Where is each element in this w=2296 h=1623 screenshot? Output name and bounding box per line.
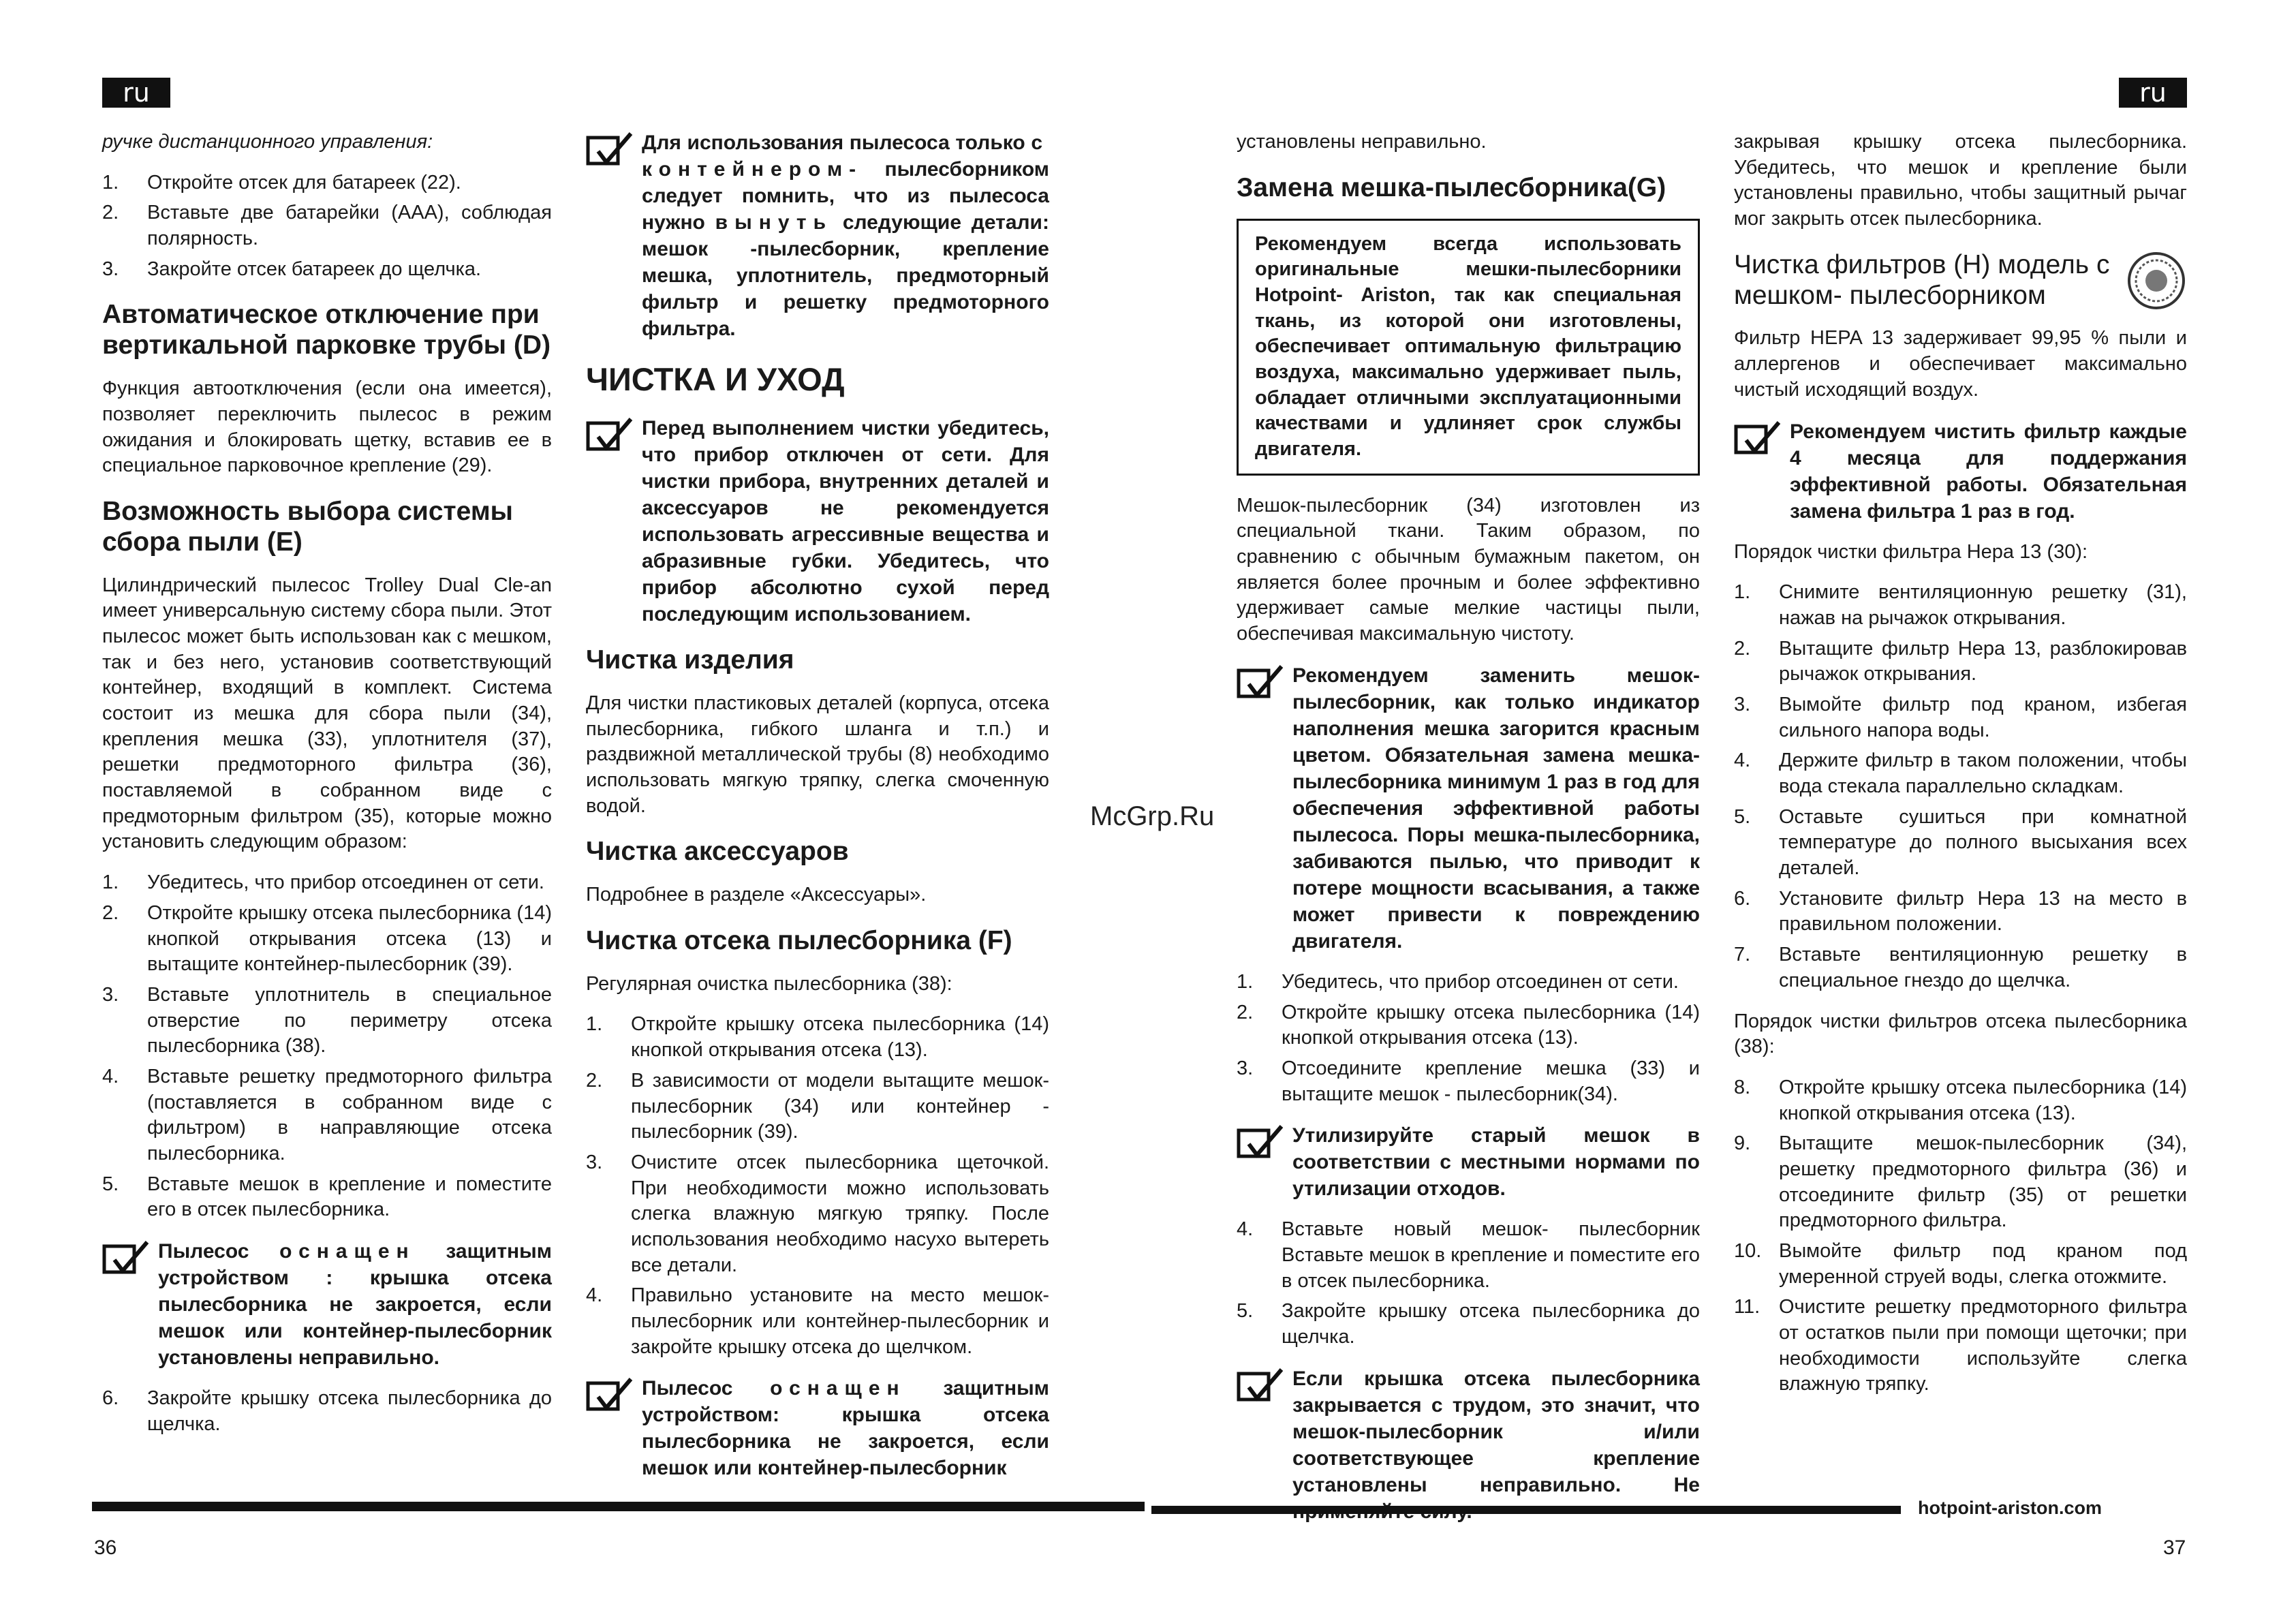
list-item: 5. Закройте крышку отсека пылесборника до щелчка. — [1237, 1300, 1700, 1348]
heading-filter-cleaning: Чистка фильтров (H) модель с мешком- пылесборником — [1734, 249, 2110, 310]
list-item: 4. Вставьте новый мешок- пылесборник Вставьте мешок в крепление и поместите его в отсек пылесборника. — [1237, 1218, 1700, 1292]
list-item: 9. Вытащите мешок-пылесборник (34), решетку предмоторного фильтра (36) и отсоедините фильтр (35) от решетки предмоторного фильтра. — [1734, 1132, 2187, 1232]
list-item: 2. В зависимости от модели вытащите мешок-пылесборник (34) или контейнер - пылесборник (39). — [586, 1069, 1049, 1143]
note-dispose: Утилизируйте старый мешок в соответствии с местными нормами по утилизации отходов. — [1237, 1122, 1700, 1202]
compartment-steps — [1734, 1075, 2187, 1397]
note-filter-interval: Рекомендуем чистить фильтр каждые 4 месяца для поддержания эффективной работы. Обязательная замена фильтра 1 раз в год. — [1734, 418, 2187, 525]
list-item: 1. Откройте отсек для батареек (22). — [102, 171, 461, 194]
list-item: 8. Откройте крышку отсека пылесборника (14) кнопкой открывания отсека (13). — [1734, 1076, 2187, 1124]
product-cleaning-text: Для чистки пластиковых деталей (корпуса, отсека пылесборника, гибкого шланга и т.п.) и раздвижной металлической трубы (8) необходимо использовать мягкую тряпку, слегка смоченную водой. — [586, 692, 1049, 817]
bag-description: Мешок-пылесборник (34) изготовлен из специальной ткани. Таким образом, по сравнению с обычным бумажным пакетом, он является более прочным и более эффективно удерживает самые мелкие частицы пыли, обеспечивая максимальную чистоту. — [1237, 494, 1700, 645]
heading-cleaning-care: ЧИСТКА И УХОД — [586, 361, 845, 397]
bag-steps-2 — [1237, 1217, 1700, 1350]
language-badge-left: ru — [102, 78, 170, 108]
checkbox-note-icon — [586, 416, 635, 456]
column-3 — [1237, 129, 1700, 1496]
heading-container-cleaning: Чистка отсека пылесборника (F) — [586, 925, 1012, 955]
heading-dust-system: Возможность выбора системы сбора пыли (E) — [102, 496, 513, 557]
column-4 — [1734, 129, 2187, 1412]
list-item: 1. Убедитесь, что прибор отсоединен от сети. — [1237, 970, 1679, 993]
list-item: 3. Очистите отсек пылесборника щеточкой. При необходимости можно использовать слегка влажную мягкую тряпку. После использования необходимо насухо вытереть все детали. — [586, 1151, 1049, 1276]
footer-rule-right — [1151, 1506, 1901, 1514]
list-item: 6. Установите фильтр Hepa 13 на место в правильном положении. — [1734, 887, 2187, 936]
heading-bag-replacement: Замена мешка-пылесборника(G) — [1237, 172, 1666, 202]
battery-steps — [102, 170, 552, 283]
continued-text: закрывая крышку отсека пылесборника. Убедитесь, что мешок и крепление были установлены правильно, чтобы защитный рычаг мог закрыть отсек пылесборника. — [1734, 131, 2187, 230]
list-item: 1. Откройте крышку отсека пылесборника (14) кнопкой открывания отсека (13). — [586, 1013, 1049, 1062]
list-item: 2. Откройте крышку отсека пылесборника (14) кнопкой открывания отсека (13) и вытащите контейнер-пылесборник (39). — [102, 901, 552, 976]
heading-auto-off: Автоматическое отключение при вертикальной парковке трубы (D) — [102, 300, 551, 360]
list-item: 1. Убедитесь, что прибор отсоединен от сети. — [102, 871, 544, 894]
compartment-order-heading: Порядок чистки фильтров отсека пылесборника (38): — [1734, 1010, 2187, 1058]
heading-accessories-cleaning: Чистка аксессуаров — [586, 837, 849, 867]
checkbox-note-icon — [1734, 420, 1783, 459]
container-steps — [586, 1012, 1049, 1360]
checkbox-note-icon — [1237, 664, 1286, 703]
list-item: 5. Оставьте сушиться при комнатной температуре до полного высыхания всех деталей. — [1734, 805, 2187, 880]
watermark: McGrp.Ru — [1090, 801, 1215, 831]
continued-text: установлены неправильно. — [1237, 131, 1487, 153]
list-item: 2. Откройте крышку отсека пылесборника (14) кнопкой открывания отсека (13). — [1237, 1001, 1700, 1049]
list-item: 11. Очистите решетку предмоторного фильтра от остатков пыли при помощи щеточки; при необходимости используйте слегка влажную тряпку. — [1734, 1296, 2187, 1395]
hepa-order-heading: Порядок чистки фильтра Hepa 13 (30): — [1734, 540, 2088, 563]
intro-text: ручке дистанционного управления: — [102, 131, 433, 153]
dust-system-text: Цилиндрический пылесос Trolley Dual Cle-an имеет универсальную систему сбора пыли. Этот пылесос может быть использован как с мешком, так и без него, установив соответствующий контейнер, входящий в комплект. Система состоит из мешка для сбора пыли (34), крепления мешка (33), уплотнителя (37), решетки предмоторного фильтра (36), поставляемой в собранном виде с предмоторным фильтром (35), которые можно установить следующим образом: — [102, 574, 552, 853]
list-item: 2. Вытащите фильтр Hepa 13, разблокировав рычажок открывания. — [1734, 637, 2187, 685]
column-2 — [586, 129, 1049, 1492]
checkbox-note-icon — [1237, 1367, 1286, 1406]
footer-website: hotpoint-ariston.com — [1918, 1498, 2102, 1518]
container-cleaning-text: Регулярная очистка пылесборника (38): — [586, 972, 952, 995]
bag-steps — [1237, 970, 1700, 1107]
list-item: 3. Закройте отсек батареек до щелчка. — [102, 258, 482, 280]
list-item: 7. Вставьте вентиляционную решетку в специальное гнездо до щелчка. — [1734, 944, 2187, 991]
list-item: 6. Закройте крышку отсека пылесборника до щелчка. — [102, 1387, 552, 1435]
filter-seal-icon — [2126, 250, 2187, 311]
note-container-only: Для использования пылесоса только с контейнером- пылесборником следует помнить, что из пылесоса нужно вынуть следующие детали: мешок -пылесборник, крепление мешка, уплотнитель, предмоторный фильтр и решетку предмоторного фильтра. — [586, 129, 1049, 342]
note-hard-close: Если крышка отсека пылесборника закрывается с трудом, это значит, что мешок-пылесборник и/или соответствующее крепление установлены неправильно. Не — [1237, 1365, 1700, 1525]
auto-off-text: Функция автоотключения (если она имеется), позволяет переключить пылесос в режим ожидания и блокировать щетку, вставив ее в специальное парковочное крепление (29). — [102, 377, 552, 477]
note-replace-bag: Рекомендуем заменить мешок-пылесборник, как только индикатор наполнения мешка загорится красным цветом. Обязательная замена мешка-пылесборника минимум 1 раз в год для обеспечения эффективной работы пылесоса. Поры мешка-пылесборника, забиваются пылью, что приводит к потере мощности всасывания, а также может привести к повреждению двигателя. — [1237, 662, 1700, 955]
final-step — [102, 1386, 552, 1437]
checkbox-note-icon — [102, 1239, 151, 1279]
language-badge-right: ru — [2119, 78, 2187, 108]
page-number-right: 37 — [2163, 1536, 2186, 1559]
list-item: 3. Отсоедините крепление мешка (33) и вытащите мешок - пылесборник(34). — [1237, 1057, 1700, 1105]
checkbox-note-icon — [586, 1376, 635, 1416]
list-item: 5. Вставьте мешок в крепление и поместите его в отсек пылесборника. — [102, 1173, 552, 1221]
note-protection: Пылесос оснащен защитным устройством : крышка отсека пылесборника не закроется, если мешок или контейнер-пылесборник установлены неправильно. — [102, 1238, 552, 1371]
list-item: 4. Держите фильтр в таком положении, чтобы вода стекала параллельно складкам. — [1734, 749, 2187, 797]
checkbox-note-icon — [1237, 1124, 1286, 1163]
list-item: 3. Вставьте уплотнитель в специальное отверстие по периметру отсека пылесборника (38). — [102, 983, 552, 1057]
column-1 — [102, 129, 552, 1452]
list-item: 10. Вымойте фильтр под краном под умеренной струей воды, слегка отожмите. — [1734, 1240, 2187, 1288]
list-item: 2. Вставьте две батарейки (ААА), соблюдая полярность. — [102, 202, 552, 250]
list-item: 4. Вставьте решетку предмоторного фильтра (поставляется в собранном виде с фильтром) в направляющие отсека пылесборника. — [102, 1065, 552, 1164]
list-item: 3. Вымойте фильтр под краном, избегая сильного напора воды. — [1734, 693, 2187, 741]
recommendation-box: Рекомендуем всегда использовать оригинальные мешки-пылесборники Hotpoint- Ariston, так как специальная ткань, из которой они изготовлены, обеспечивает оптимальную фильтрацию воздуха, максимально удерживает пыль, обладает отличными эксплуатационными качествами и удлиняет срок службы двигателя. — [1237, 219, 1700, 476]
hepa-description: Фильтр HEPA 13 задерживает 99,95 % пыли и аллергенов и обеспечивает максимально чистый исходящий воздух. — [1734, 327, 2187, 401]
checkbox-note-icon — [586, 131, 635, 170]
list-item: 4. Правильно установите на место мешок-пылесборник или контейнер-пылесборник и закройте крышку отсека до щелчком. — [586, 1284, 1049, 1358]
note-protection-2: Пылесос оснащен защитным устройством: крышка отсека пылесборника не закроется, если мешок или контейнер-пылесборник — [586, 1375, 1049, 1481]
accessories-text: Подробнее в разделе «Аксессуары». — [586, 884, 927, 906]
page-number-left: 36 — [94, 1536, 117, 1559]
system-steps — [102, 870, 552, 1223]
footer-rule-left — [92, 1502, 1145, 1511]
note-before-cleaning: Перед выполнением чистки убедитесь, что прибор отключен от сети. Для чистки прибора, внутренних деталей и аксессуаров не рекомендуется использовать агрессивные вещества и абразивные губки. Убедитесь, что прибор абсолютно сухой перед последующим использованием. — [586, 415, 1049, 628]
hepa-steps — [1734, 580, 2187, 993]
list-item: 1. Снимите вентиляционную решетку (31), нажав на рычажок открывания. — [1734, 581, 2187, 629]
heading-product-cleaning: Чистка изделия — [586, 645, 794, 675]
